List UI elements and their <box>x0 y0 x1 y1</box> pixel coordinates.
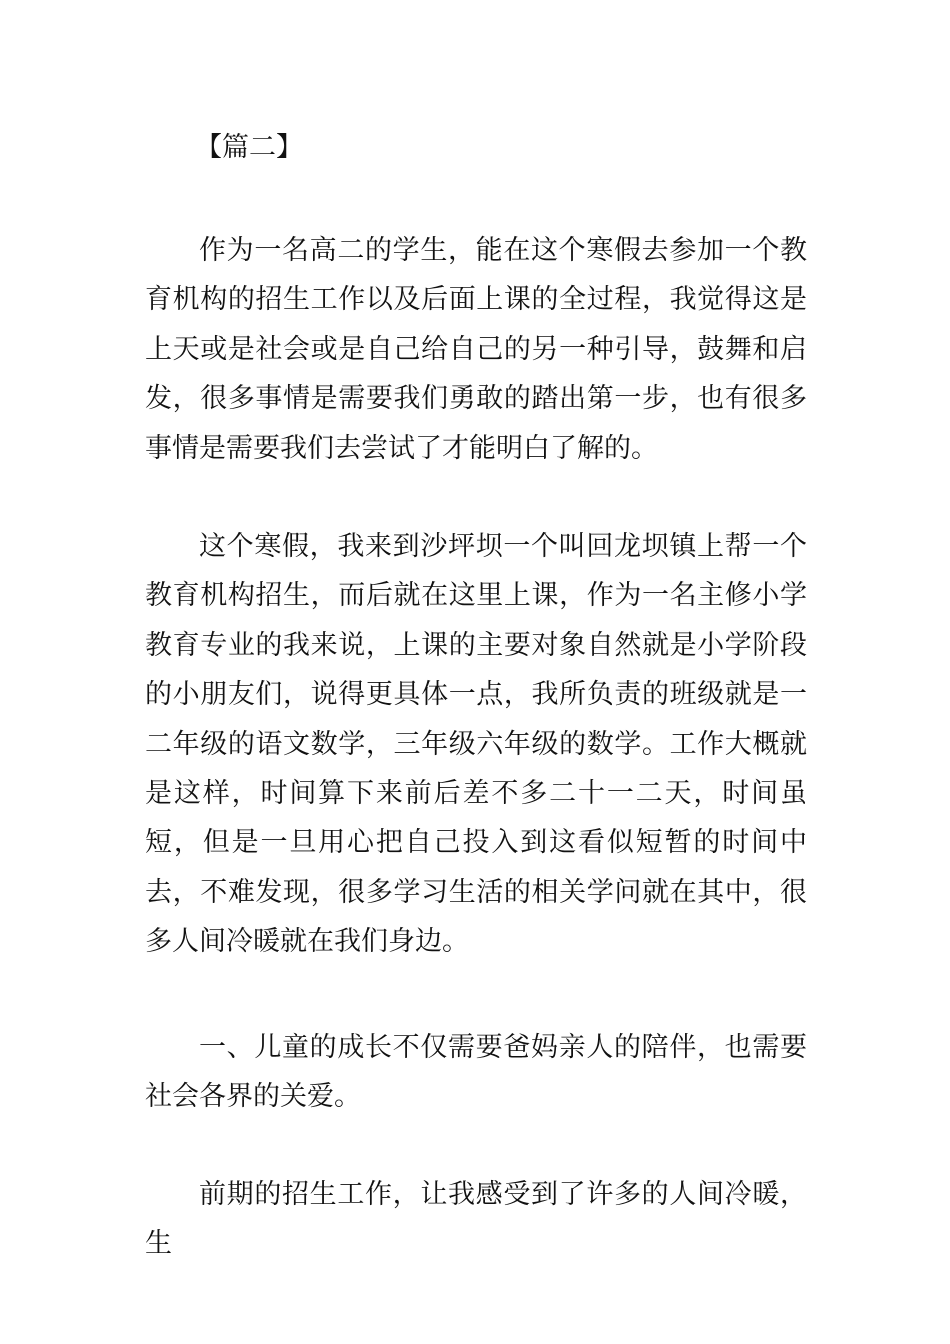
paragraph-recruitment: 前期的招生工作，让我感受到了许多的人间冷暖，生 <box>145 1179 807 1260</box>
paragraph-intro: 作为一名高二的学生，能在这个寒假去参加一个教育机构的招生工作以及后面上课的全过程，我觉得这是上天或是社会或是自己给自己的另一种引导，鼓舞和启发，很多事情是需要我们勇敢的踏出第一步，也有很多事情是需要我们去尝试了才能明白了解的。 <box>145 235 807 464</box>
paragraph-winter-break: 这个寒假，我来到沙坪坝一个叫回龙坝镇上帮一个教育机构招生，而后就在这里上课，作为一名主修小学教育专业的我来说，上课的主要对象自然就是小学阶段的小朋友们，说得更具体一点，我所负责的班级就是一二年级的语文数学，三年级六年级的数学。工作大概就是这样，时间算下来前后差不多二十一二天，时间虽短，但是一旦用心把自己投入到这看似短暂的时间中去，不难发现，很多学习生活的相关学问就在其中，很多人间冷暖就在我们身边。 <box>145 531 807 958</box>
paragraph-point-one: 一、儿童的成长不仅需要爸妈亲人的陪伴，也需要社会各界的关爱。 <box>145 1032 807 1113</box>
section-heading: 【篇二】 <box>195 132 303 163</box>
